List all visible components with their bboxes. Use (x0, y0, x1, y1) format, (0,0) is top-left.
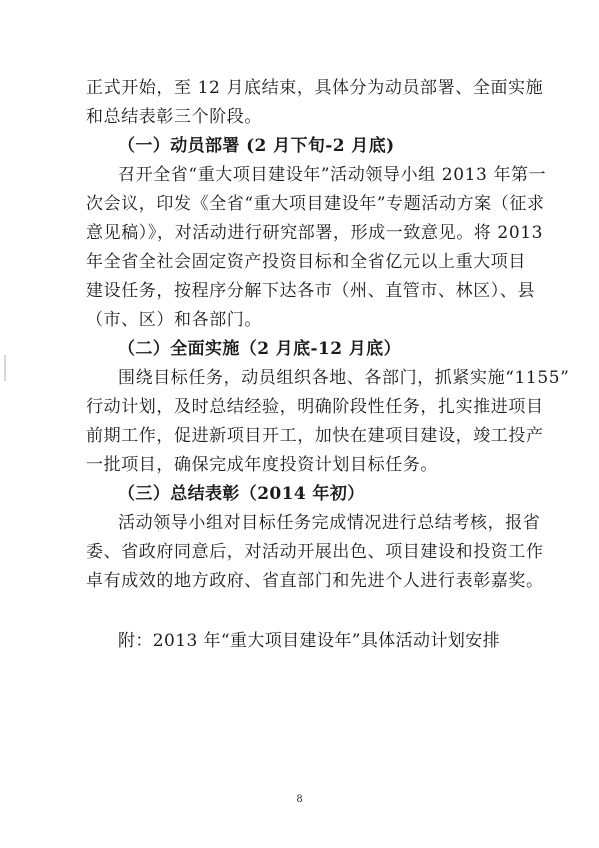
body-line-18: 卓有成效的地方政府、省直部门和先进个人进行表彰嘉奖。 (86, 571, 544, 591)
body-line-8: 建设任务，按程序分解下达各市（州、直管市、林区）、县 (86, 281, 536, 301)
body-line-6: 意见稿）》，对活动进行研究部署，形成一致意见。将 2013 (86, 223, 544, 243)
section-heading-implementation: （二）全面实施（2 月底-12 月底） (118, 339, 401, 359)
body-line-9: （市、区）和各部门。 (86, 310, 262, 330)
body-line-17: 委、省政府同意后，对活动开展出色、项目建设和投资工作 (86, 542, 544, 562)
section-heading-mobilization: （一）动员部署 (2 月下旬-2 月底) (118, 136, 395, 156)
scan-edge-mark (4, 355, 6, 381)
body-line-12: 行动计划，及时总结经验，明确阶段性任务，扎实推进项目 (86, 397, 544, 417)
body-line-11: 围绕目标任务，动员组织各地、各部门，抓紧实施“1155” (118, 368, 570, 388)
body-line-14: 一批项目，确保完成年度投资计划目标任务。 (86, 455, 438, 475)
body-line-13: 前期工作，促进新项目开工，加快在建项目建设，竣工投产 (86, 426, 544, 446)
page-number: 8 (296, 794, 303, 805)
body-line-2: 和总结表彰三个阶段。 (86, 107, 262, 127)
body-line-16: 活动领导小组对目标任务完成情况进行总结考核，报省 (118, 513, 541, 533)
body-line-1: 正式开始，至 12 月底结束，具体分为动员部署、全面实施 (86, 78, 544, 98)
body-line-7: 年全省全社会固定资产投资目标和全省亿元以上重大项目 (86, 252, 526, 272)
body-line-4: 召开全省“重大项目建设年”活动领导小组 2013 年第一 (118, 165, 547, 185)
body-line-5: 次会议，印发《全省“重大项目建设年”专题活动方案（征求 (86, 194, 545, 214)
section-heading-commendation: （三）总结表彰（2014 年初） (118, 484, 365, 504)
appendix-note: 附：2013 年“重大项目建设年”具体活动计划安排 (118, 631, 501, 651)
